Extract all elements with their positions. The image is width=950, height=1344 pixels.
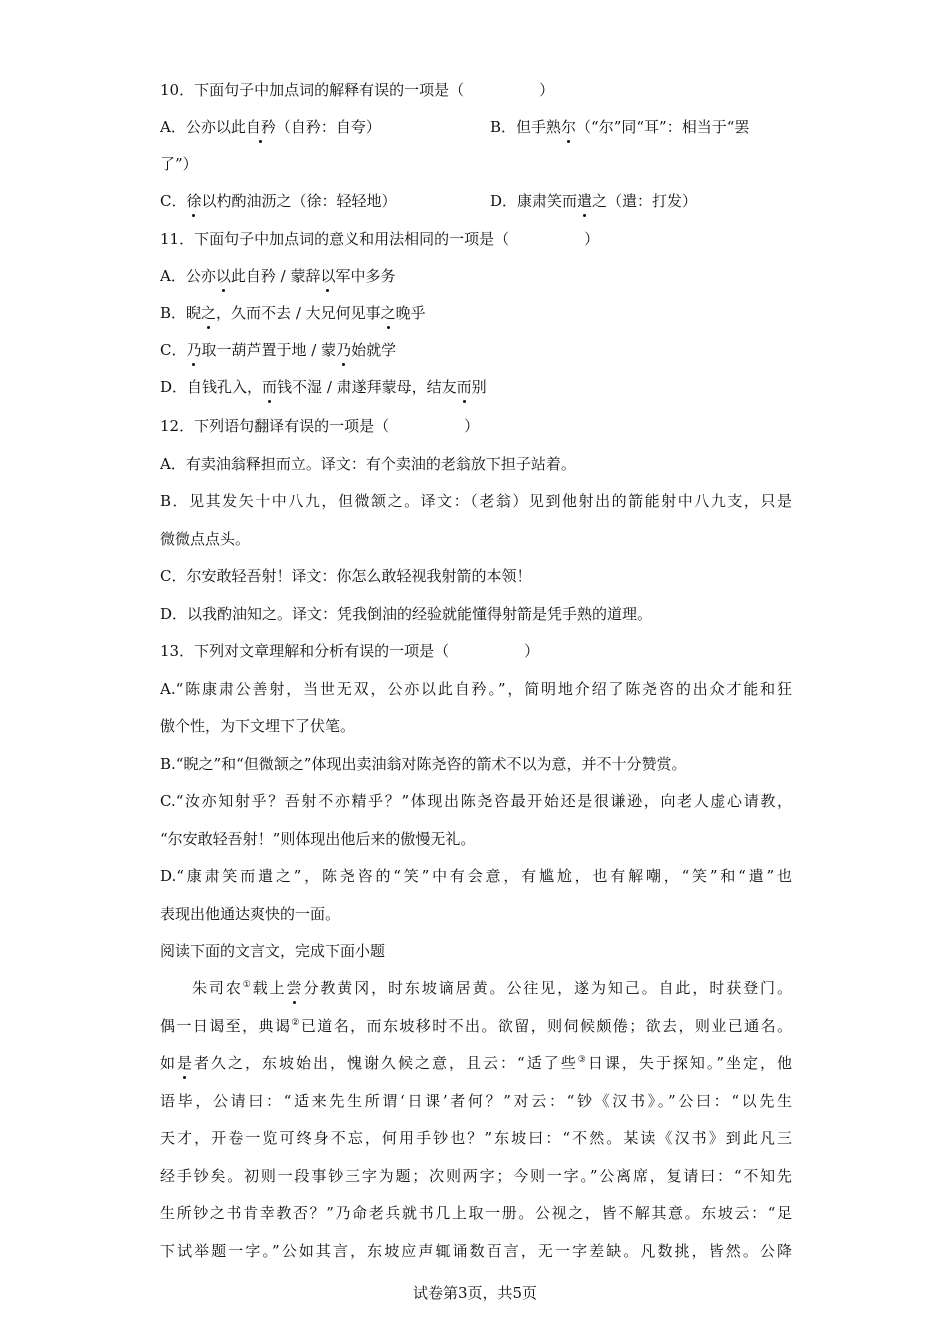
q13-option-a-continued: 傲个性，为下文埋下了伏笔。 — [160, 717, 356, 735]
q12-option-d: D．以我酌油知之。译文：凭我倒油的经验就能懂得射箭是凭手熟的道理。 — [160, 605, 653, 623]
page-footer: 试卷第3页，共5页 — [412, 1284, 538, 1302]
q10-option-b-continued: 了”） — [160, 155, 198, 173]
passage-line: 生所钞之书肯幸教否？”乃命老兵就书几上取一册。公视之，皆不解其意。东坡云：“足 — [160, 1204, 792, 1222]
reading-intro: 阅读下面的文言文，完成下面小题 — [160, 942, 386, 960]
passage-line: 偶一日谒至，典谒②已道名，而东坡移时不出。欲留，则伺候颇倦；欲去，则业已通名。 — [160, 1017, 792, 1035]
q12-option-b-continued: 微微点点头。 — [160, 530, 251, 548]
q11-option-a: A．公亦以此自矜 / 蒙辞以军中多务 — [160, 267, 396, 285]
q13-option-c-continued: “尔安敢轻吾射！”则体现出他后来的傲慢无礼。 — [160, 830, 476, 848]
passage-line: 天才，开卷一览可终身不忘，何用手钞也？”东坡曰：“不然。某读《汉书》到此凡三 — [160, 1129, 792, 1147]
q13-option-b: B.“睨之”和“但微颔之”体现出卖油翁对陈尧咨的箭术不以为意，并不十分赞赏。 — [160, 755, 687, 773]
passage-line: 如是者久之，东坡始出，愧谢久候之意，且云：“适了些③日课，失于探知。”坐定，他 — [160, 1054, 792, 1072]
q10-option-b: B．但手熟尔（“尔”同“耳”：相当于“罢 — [490, 118, 750, 136]
q13-option-a: A.“陈康肃公善射，当世无双，公亦以此自矜。”，简明地介绍了陈尧咨的出众才能和狂 — [160, 680, 792, 698]
q10-option-a: A．公亦以此自矜（自矜：自夸） — [160, 118, 381, 136]
q13-option-c: C.“汝亦知射乎？吾射不亦精乎？”体现出陈尧咨最开始还是很谦逊，向老人虚心请教， — [160, 792, 792, 810]
passage-line: 经手钞矣。初则一段事钞三字为题；次则两字；今则一字。”公离席，复请曰：“不知先 — [160, 1167, 792, 1185]
q13-option-d-continued: 表现出他通达爽快的一面。 — [160, 905, 341, 923]
q13-stem: 13．下列对文章理解和分析有误的一项是（ ） — [160, 642, 540, 660]
q12-option-b: B．见其发矢十中八九，但微颔之。译文：（老翁）见到他射出的箭能射中八九支，只是 — [160, 492, 792, 510]
q10-stem: 10．下面句子中加点词的解释有误的一项是（ ） — [160, 81, 555, 99]
passage-line: 语毕，公请曰：“适来先生所谓‘日课’者何？”对云：“钞《汉书》。”公曰：“以先生 — [160, 1092, 792, 1110]
passage-line: 朱司农①载上尝分教黄冈，时东坡谪居黄。公往见，遂为知己。自此，时获登门。 — [192, 979, 792, 997]
q12-option-c: C．尔安敢轻吾射！译文：你怎么敢轻视我射箭的本领！ — [160, 567, 532, 585]
q10-option-c: C．徐以杓酌油沥之（徐：轻轻地） — [160, 192, 397, 210]
q11-option-b: B．睨之，久而不去 / 大兄何见事之晚乎 — [160, 304, 426, 322]
q12-stem: 12．下列语句翻译有误的一项是（ ） — [160, 417, 480, 435]
q11-option-c: C．乃取一葫芦置于地 / 蒙乃始就学 — [160, 341, 397, 359]
q10-option-d: D．康肃笑而遣之（遣：打发） — [490, 192, 698, 210]
passage-line: 下试举题一字。”公如其言，东坡应声辄诵数百言，无一字差缺。凡数挑，皆然。公降 — [160, 1242, 792, 1260]
q12-option-a: A．有卖油翁释担而立。译文：有个卖油的老翁放下担子站着。 — [160, 455, 576, 473]
q11-stem: 11．下面句子中加点词的意义和用法相同的一项是（ ） — [160, 230, 600, 248]
q11-option-d: D．自钱孔入，而钱不湿 / 肃遂拜蒙母，结友而别 — [160, 378, 487, 396]
q13-option-d: D.“康肃笑而遣之”，陈尧咨的“笑”中有会意，有尴尬，也有解嘲，“笑”和“遣”也 — [160, 867, 792, 885]
